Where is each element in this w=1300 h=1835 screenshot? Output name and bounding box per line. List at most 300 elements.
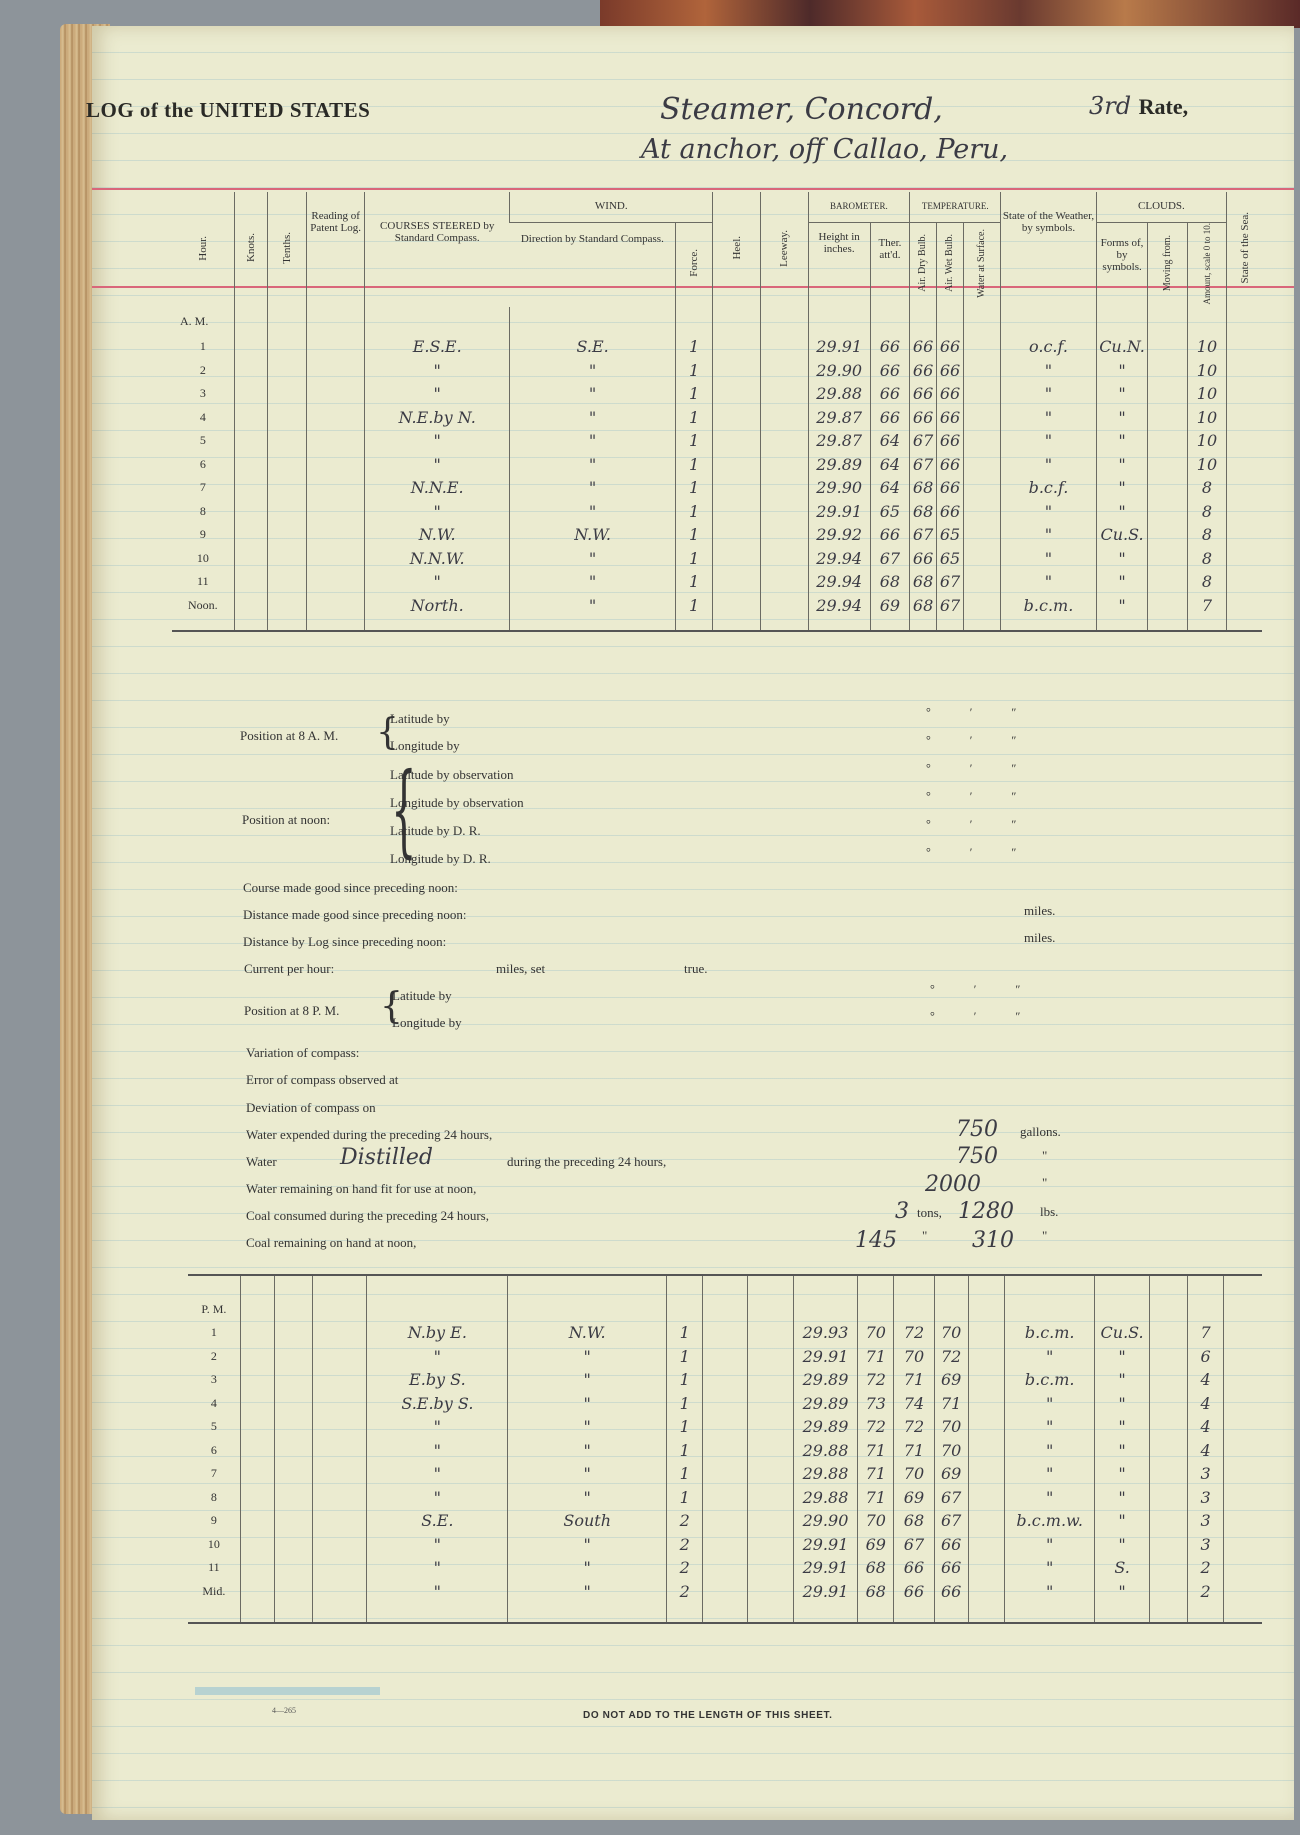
am-wind-direction: " xyxy=(510,453,676,477)
am-empty-cell xyxy=(1227,429,1262,453)
col-wet-bulb: Air. Wet Bulb. xyxy=(937,222,964,307)
pm-cloud-forms: " xyxy=(1095,1533,1149,1557)
am-cloud-amount: 8 xyxy=(1187,476,1226,500)
am-empty-cell xyxy=(307,382,365,406)
brace-noon: { xyxy=(391,751,417,868)
am-baro-ther: 65 xyxy=(870,500,909,524)
pm-empty-cell xyxy=(240,1439,274,1463)
rate-value: 3rd xyxy=(1089,92,1132,120)
water-label: Water xyxy=(246,1154,277,1169)
pm-wind-force: 1 xyxy=(667,1321,703,1345)
am-baro-height: 29.94 xyxy=(808,547,870,571)
pm-course: " xyxy=(367,1486,508,1510)
pm-weather: " xyxy=(1004,1486,1095,1510)
pm-empty-cell xyxy=(1149,1321,1187,1345)
am-wind-force: 1 xyxy=(675,523,712,547)
pm-empty-cell xyxy=(1224,1415,1262,1439)
am-empty-cell xyxy=(307,523,365,547)
pm-wind-direction: " xyxy=(508,1462,667,1486)
am-empty-cell xyxy=(234,429,267,453)
pm-course: " xyxy=(367,1415,508,1439)
pm-row xyxy=(188,1580,1262,1604)
deg-marks: ° ′ ″ xyxy=(926,761,1035,775)
col-heel: Heel. xyxy=(713,192,761,307)
miles-label: miles. xyxy=(1024,930,1056,945)
am-wind-direction: " xyxy=(510,406,676,430)
am-baro-ther: 69 xyxy=(870,594,909,618)
pm-empty-cell xyxy=(968,1556,1004,1580)
pm-wind-force: 2 xyxy=(667,1556,703,1580)
pos-8pm-lon: Longitude by xyxy=(392,1015,462,1030)
am-cloud-amount: 8 xyxy=(1187,547,1226,571)
variation-label: Variation of compass: xyxy=(246,1045,360,1060)
am-cloud-forms: Cu.N. xyxy=(1096,335,1148,359)
am-empty-cell xyxy=(1148,500,1187,524)
pm-wet-bulb: 66 xyxy=(934,1556,968,1580)
am-cloud-amount: 10 xyxy=(1187,429,1226,453)
pm-empty-cell xyxy=(1149,1580,1187,1604)
am-empty-cell xyxy=(713,453,761,477)
am-row xyxy=(172,594,1262,618)
pm-wind-force: 1 xyxy=(667,1345,703,1369)
am-wind-force: 1 xyxy=(675,500,712,524)
am-cloud-forms: " xyxy=(1096,429,1148,453)
am-empty-cell xyxy=(307,453,365,477)
am-empty-cell xyxy=(234,476,267,500)
pm-wet-bulb: 71 xyxy=(934,1392,968,1416)
am-dry-bulb: 68 xyxy=(910,476,937,500)
pm-empty-cell xyxy=(1149,1415,1187,1439)
am-course: E.S.E. xyxy=(365,335,510,359)
col-wind: WIND. xyxy=(510,192,713,222)
am-wind-force: 1 xyxy=(675,453,712,477)
am-empty-cell xyxy=(760,429,808,453)
col-hour: Hour. xyxy=(196,235,209,261)
coal-remaining-lbs: 310 xyxy=(972,1228,1014,1253)
am-empty-cell xyxy=(307,335,365,359)
am-empty-cell xyxy=(760,570,808,594)
pm-cloud-forms: Cu.S. xyxy=(1095,1321,1149,1345)
am-empty-cell xyxy=(267,429,306,453)
am-row xyxy=(172,500,1262,524)
am-course: " xyxy=(365,500,510,524)
am-empty-cell xyxy=(267,547,306,571)
am-empty-cell xyxy=(267,476,306,500)
pm-wet-bulb: 66 xyxy=(934,1580,968,1604)
am-empty-cell xyxy=(760,406,808,430)
pm-empty-cell xyxy=(703,1439,747,1463)
am-cloud-forms: " xyxy=(1096,359,1148,383)
course-made-label: Course made good since preceding noon: xyxy=(243,880,458,895)
pm-empty-cell xyxy=(747,1509,793,1533)
pm-hour: 6 xyxy=(210,1442,217,1457)
am-empty-cell xyxy=(1227,453,1262,477)
am-row xyxy=(172,523,1262,547)
col-patent-log: Reading of Patent Log. xyxy=(307,192,365,307)
am-wind-force: 1 xyxy=(675,359,712,383)
pm-empty-cell xyxy=(747,1368,793,1392)
am-cloud-amount: 8 xyxy=(1187,570,1226,594)
col-water-surface: Water at Surface. xyxy=(964,222,1001,307)
pm-empty-cell xyxy=(968,1415,1004,1439)
pm-row xyxy=(188,1368,1262,1392)
pm-empty-cell xyxy=(747,1580,793,1604)
pm-cloud-amount: 2 xyxy=(1187,1556,1223,1580)
pm-cloud-amount: 3 xyxy=(1187,1486,1223,1510)
am-empty-cell xyxy=(1227,570,1262,594)
am-empty-cell xyxy=(267,359,306,383)
pm-baro-height: 29.89 xyxy=(793,1415,857,1439)
am-hour: 10 xyxy=(196,550,209,565)
am-wet-bulb: 66 xyxy=(937,429,964,453)
distance-made-label: Distance made good since preceding noon: xyxy=(243,907,467,922)
pm-weather: " xyxy=(1004,1345,1095,1369)
pm-empty-cell xyxy=(313,1321,367,1345)
pm-wind-force: 1 xyxy=(667,1486,703,1510)
am-empty-cell xyxy=(1148,382,1187,406)
pm-dry-bulb: 72 xyxy=(894,1415,934,1439)
am-hour: 7 xyxy=(199,480,206,495)
am-row xyxy=(172,453,1262,477)
vessel-location: At anchor, off Callao, Peru, xyxy=(641,134,1009,165)
am-cloud-forms: " xyxy=(1096,594,1148,618)
pm-baro-height: 29.89 xyxy=(793,1392,857,1416)
pm-empty-cell xyxy=(1224,1345,1262,1369)
am-empty-cell xyxy=(1148,476,1187,500)
am-baro-height: 29.94 xyxy=(808,594,870,618)
form-number: 4—265 xyxy=(272,1706,296,1715)
am-hour: 9 xyxy=(199,527,206,542)
pm-baro-height: 29.88 xyxy=(793,1462,857,1486)
pm-empty-cell xyxy=(747,1321,793,1345)
am-course: " xyxy=(365,453,510,477)
coal-consumed-lbs: 1280 xyxy=(958,1199,1014,1224)
pos-lon-obs: Longitude by observation xyxy=(390,795,524,810)
am-cloud-forms: Cu.S. xyxy=(1096,523,1148,547)
am-empty-cell xyxy=(307,476,365,500)
am-empty-cell xyxy=(713,500,761,524)
pm-empty-cell xyxy=(240,1580,274,1604)
pm-empty-cell xyxy=(747,1486,793,1510)
pm-empty-cell xyxy=(313,1415,367,1439)
am-dry-bulb: 66 xyxy=(910,547,937,571)
pm-empty-cell xyxy=(274,1580,312,1604)
pm-baro-ther: 71 xyxy=(858,1345,894,1369)
am-empty-cell xyxy=(760,523,808,547)
col-courses: COURSES STEERED by Standard Compass. xyxy=(365,192,510,307)
am-wind-direction: N.W. xyxy=(510,523,676,547)
am-empty-cell xyxy=(234,570,267,594)
am-hour: 3 xyxy=(199,386,206,401)
pm-baro-ther: 73 xyxy=(858,1392,894,1416)
pm-weather: b.c.m.w. xyxy=(1004,1509,1095,1533)
am-empty-cell xyxy=(267,453,306,477)
am-empty-cell xyxy=(964,547,1001,571)
am-empty-cell xyxy=(713,570,761,594)
am-empty-cell xyxy=(307,570,365,594)
ditto-mark: " xyxy=(922,1228,928,1243)
vessel-name: Steamer, Concord, xyxy=(660,92,943,127)
pm-weather: " xyxy=(1004,1533,1095,1557)
tons-label: tons, xyxy=(917,1205,942,1220)
pm-row xyxy=(188,1509,1262,1533)
am-weather: " xyxy=(1001,429,1096,453)
am-empty-cell xyxy=(1148,594,1187,618)
pm-empty-cell xyxy=(1149,1509,1187,1533)
pm-empty-cell xyxy=(747,1556,793,1580)
pm-baro-height: 29.93 xyxy=(793,1321,857,1345)
am-empty-cell xyxy=(1148,335,1187,359)
pm-cloud-forms: " xyxy=(1095,1439,1149,1463)
am-empty-cell xyxy=(713,594,761,618)
pm-wind-force: 1 xyxy=(667,1392,703,1416)
ditto-mark: " xyxy=(1042,1148,1048,1163)
pm-empty-cell xyxy=(747,1533,793,1557)
pm-baro-height: 29.89 xyxy=(793,1368,857,1392)
am-wind-direction: " xyxy=(510,476,676,500)
rate-label: Rate, xyxy=(1138,94,1189,119)
pm-empty-cell xyxy=(240,1368,274,1392)
am-hour: 8 xyxy=(199,503,206,518)
pm-baro-height: 29.88 xyxy=(793,1439,857,1463)
pm-dry-bulb: 69 xyxy=(894,1486,934,1510)
pos-noon-label: Position at noon: xyxy=(242,812,331,827)
pm-empty-cell xyxy=(703,1533,747,1557)
am-empty-cell xyxy=(964,523,1001,547)
am-baro-height: 29.94 xyxy=(808,570,870,594)
pm-cloud-amount: 4 xyxy=(1187,1392,1223,1416)
pm-empty-cell xyxy=(274,1462,312,1486)
deg-marks: ° ′ ″ xyxy=(926,705,1035,719)
am-dry-bulb: 67 xyxy=(910,429,937,453)
pm-empty-cell xyxy=(1149,1345,1187,1369)
am-weather: " xyxy=(1001,500,1096,524)
col-wind-direction: Direction by Standard Compass. xyxy=(520,232,664,245)
am-weather: " xyxy=(1001,359,1096,383)
pm-empty-cell xyxy=(968,1509,1004,1533)
am-baro-ther: 66 xyxy=(870,523,909,547)
am-empty-cell xyxy=(964,335,1001,359)
pm-course: " xyxy=(367,1462,508,1486)
am-empty-cell xyxy=(1148,453,1187,477)
water-distilled-value: 750 xyxy=(956,1144,998,1169)
pm-course: " xyxy=(367,1580,508,1604)
pm-cloud-forms: " xyxy=(1095,1462,1149,1486)
pm-empty-cell xyxy=(313,1509,367,1533)
am-row xyxy=(172,547,1262,571)
pm-row xyxy=(188,1439,1262,1463)
pm-empty-cell xyxy=(1224,1533,1262,1557)
am-baro-ther: 64 xyxy=(870,453,909,477)
pm-weather: b.c.m. xyxy=(1004,1321,1095,1345)
ink-stamp xyxy=(195,1687,380,1695)
am-empty-cell xyxy=(234,547,267,571)
am-empty-cell xyxy=(760,594,808,618)
pm-empty-cell xyxy=(747,1345,793,1369)
pm-weather: " xyxy=(1004,1415,1095,1439)
pm-wind-direction: " xyxy=(508,1556,667,1580)
am-dry-bulb: 66 xyxy=(910,335,937,359)
am-empty-cell xyxy=(267,406,306,430)
pm-empty-cell xyxy=(703,1392,747,1416)
pm-empty-cell xyxy=(1224,1462,1262,1486)
am-course: " xyxy=(365,359,510,383)
pm-empty-cell xyxy=(240,1533,274,1557)
am-empty-cell xyxy=(964,406,1001,430)
am-empty-cell xyxy=(1148,359,1187,383)
pm-empty-cell xyxy=(968,1486,1004,1510)
am-cloud-forms: " xyxy=(1096,476,1148,500)
pm-wind-force: 2 xyxy=(667,1580,703,1604)
am-empty-cell xyxy=(267,500,306,524)
am-baro-ther: 66 xyxy=(870,406,909,430)
pm-weather: " xyxy=(1004,1580,1095,1604)
am-dry-bulb: 68 xyxy=(910,500,937,524)
pm-wind-direction: N.W. xyxy=(508,1321,667,1345)
pm-empty-cell xyxy=(274,1415,312,1439)
pm-empty-cell xyxy=(747,1439,793,1463)
am-wet-bulb: 66 xyxy=(937,335,964,359)
pm-dry-bulb: 70 xyxy=(894,1462,934,1486)
pm-empty-cell xyxy=(747,1392,793,1416)
pos-8am-lat: Latitude by xyxy=(390,711,450,726)
pm-cloud-amount: 4 xyxy=(1187,1368,1223,1392)
pm-empty-cell xyxy=(1224,1321,1262,1345)
am-wet-bulb: 66 xyxy=(937,453,964,477)
am-empty-cell xyxy=(307,359,365,383)
pm-wet-bulb: 67 xyxy=(934,1486,968,1510)
pm-cloud-amount: 4 xyxy=(1187,1439,1223,1463)
col-leeway: Leeway. xyxy=(760,192,808,307)
footer-note: DO NOT ADD TO THE LENGTH OF THIS SHEET. xyxy=(583,1710,833,1721)
pm-wind-direction: " xyxy=(508,1486,667,1510)
am-empty-cell xyxy=(234,335,267,359)
pm-empty-cell xyxy=(747,1415,793,1439)
am-wet-bulb: 66 xyxy=(937,406,964,430)
pm-empty-cell xyxy=(703,1345,747,1369)
pos-8pm-label: Position at 8 P. M. xyxy=(244,1003,340,1018)
ditto-mark: " xyxy=(1042,1228,1048,1243)
pm-empty-cell xyxy=(1149,1462,1187,1486)
am-wet-bulb: 65 xyxy=(937,523,964,547)
pm-wet-bulb: 69 xyxy=(934,1368,968,1392)
pm-empty-cell xyxy=(703,1486,747,1510)
am-baro-height: 29.91 xyxy=(808,500,870,524)
pm-row xyxy=(188,1556,1262,1580)
pm-empty-cell xyxy=(1149,1556,1187,1580)
pm-empty-cell xyxy=(968,1533,1004,1557)
am-empty-cell xyxy=(964,359,1001,383)
pm-baro-height: 29.90 xyxy=(793,1509,857,1533)
pm-empty-cell xyxy=(313,1533,367,1557)
pos-8am-lon: Longitude by xyxy=(390,738,460,753)
am-baro-height: 29.89 xyxy=(808,453,870,477)
am-course: " xyxy=(365,570,510,594)
am-wind-direction: " xyxy=(510,359,676,383)
true-label: true. xyxy=(684,961,708,976)
am-row xyxy=(172,429,1262,453)
am-row xyxy=(172,570,1262,594)
am-empty-cell xyxy=(234,359,267,383)
pm-hour: 11 xyxy=(208,1560,220,1575)
col-cloud-moving: Moving from. xyxy=(1148,222,1187,307)
brace-8am: { xyxy=(376,712,399,753)
pm-baro-height: 29.88 xyxy=(793,1486,857,1510)
pm-wet-bulb: 70 xyxy=(934,1321,968,1345)
pm-hour: 8 xyxy=(210,1489,217,1504)
pm-wet-bulb: 66 xyxy=(934,1533,968,1557)
log-title: LOG of the UNITED STATES xyxy=(86,98,371,122)
am-empty-cell xyxy=(713,523,761,547)
deg-marks: ° ′ ″ xyxy=(926,789,1035,803)
am-cloud-amount: 8 xyxy=(1187,500,1226,524)
am-wind-force: 1 xyxy=(675,570,712,594)
pm-baro-ther: 72 xyxy=(858,1368,894,1392)
pm-empty-cell xyxy=(1224,1556,1262,1580)
pm-empty-cell xyxy=(313,1486,367,1510)
pm-hour: 7 xyxy=(210,1466,217,1481)
pm-empty-cell xyxy=(968,1580,1004,1604)
am-empty-cell xyxy=(713,359,761,383)
am-empty-cell xyxy=(1148,523,1187,547)
pm-hour: 2 xyxy=(210,1348,217,1363)
pm-row xyxy=(188,1392,1262,1416)
pm-course: S.E. xyxy=(367,1509,508,1533)
pm-baro-ther: 71 xyxy=(858,1439,894,1463)
col-dry-bulb: Air. Dry Bulb. xyxy=(910,222,937,307)
pm-empty-cell xyxy=(968,1321,1004,1345)
pm-cloud-amount: 2 xyxy=(1187,1580,1223,1604)
am-empty-cell xyxy=(964,453,1001,477)
pm-empty-cell xyxy=(240,1415,274,1439)
am-cloud-forms: " xyxy=(1096,453,1148,477)
pm-empty-cell xyxy=(703,1321,747,1345)
col-temperature: TEMPERATURE. xyxy=(910,192,1001,222)
pm-cloud-forms: " xyxy=(1095,1392,1149,1416)
am-empty-cell xyxy=(307,406,365,430)
pm-hour: 3 xyxy=(210,1372,217,1387)
col-knots: Knots. xyxy=(234,192,267,307)
pm-course: " xyxy=(367,1533,508,1557)
pos-lat-dr: Latitude by D. R. xyxy=(390,823,481,838)
lbs-label: lbs. xyxy=(1040,1204,1059,1219)
am-wet-bulb: 67 xyxy=(937,594,964,618)
am-baro-ther: 64 xyxy=(870,429,909,453)
pm-empty-cell xyxy=(1224,1509,1262,1533)
pm-empty-cell xyxy=(703,1556,747,1580)
pm-empty-cell xyxy=(703,1368,747,1392)
pm-empty-cell xyxy=(274,1486,312,1510)
col-wind-force: Force. xyxy=(675,222,712,307)
water-kind: Distilled xyxy=(340,1145,434,1170)
am-wet-bulb: 66 xyxy=(937,476,964,500)
am-empty-cell xyxy=(713,335,761,359)
pm-row xyxy=(188,1533,1262,1557)
pm-empty-cell xyxy=(968,1392,1004,1416)
pm-baro-ther: 71 xyxy=(858,1462,894,1486)
pm-wet-bulb: 67 xyxy=(934,1509,968,1533)
pm-wind-force: 2 xyxy=(667,1533,703,1557)
pm-baro-height: 29.91 xyxy=(793,1556,857,1580)
pm-wind-direction: " xyxy=(508,1345,667,1369)
am-label: A. M. xyxy=(180,313,209,328)
pm-label: P. M. xyxy=(201,1302,227,1316)
pm-empty-cell xyxy=(240,1345,274,1369)
pm-cloud-forms: " xyxy=(1095,1580,1149,1604)
am-weather: " xyxy=(1001,547,1096,571)
am-cloud-amount: 10 xyxy=(1187,382,1226,406)
am-wet-bulb: 66 xyxy=(937,500,964,524)
